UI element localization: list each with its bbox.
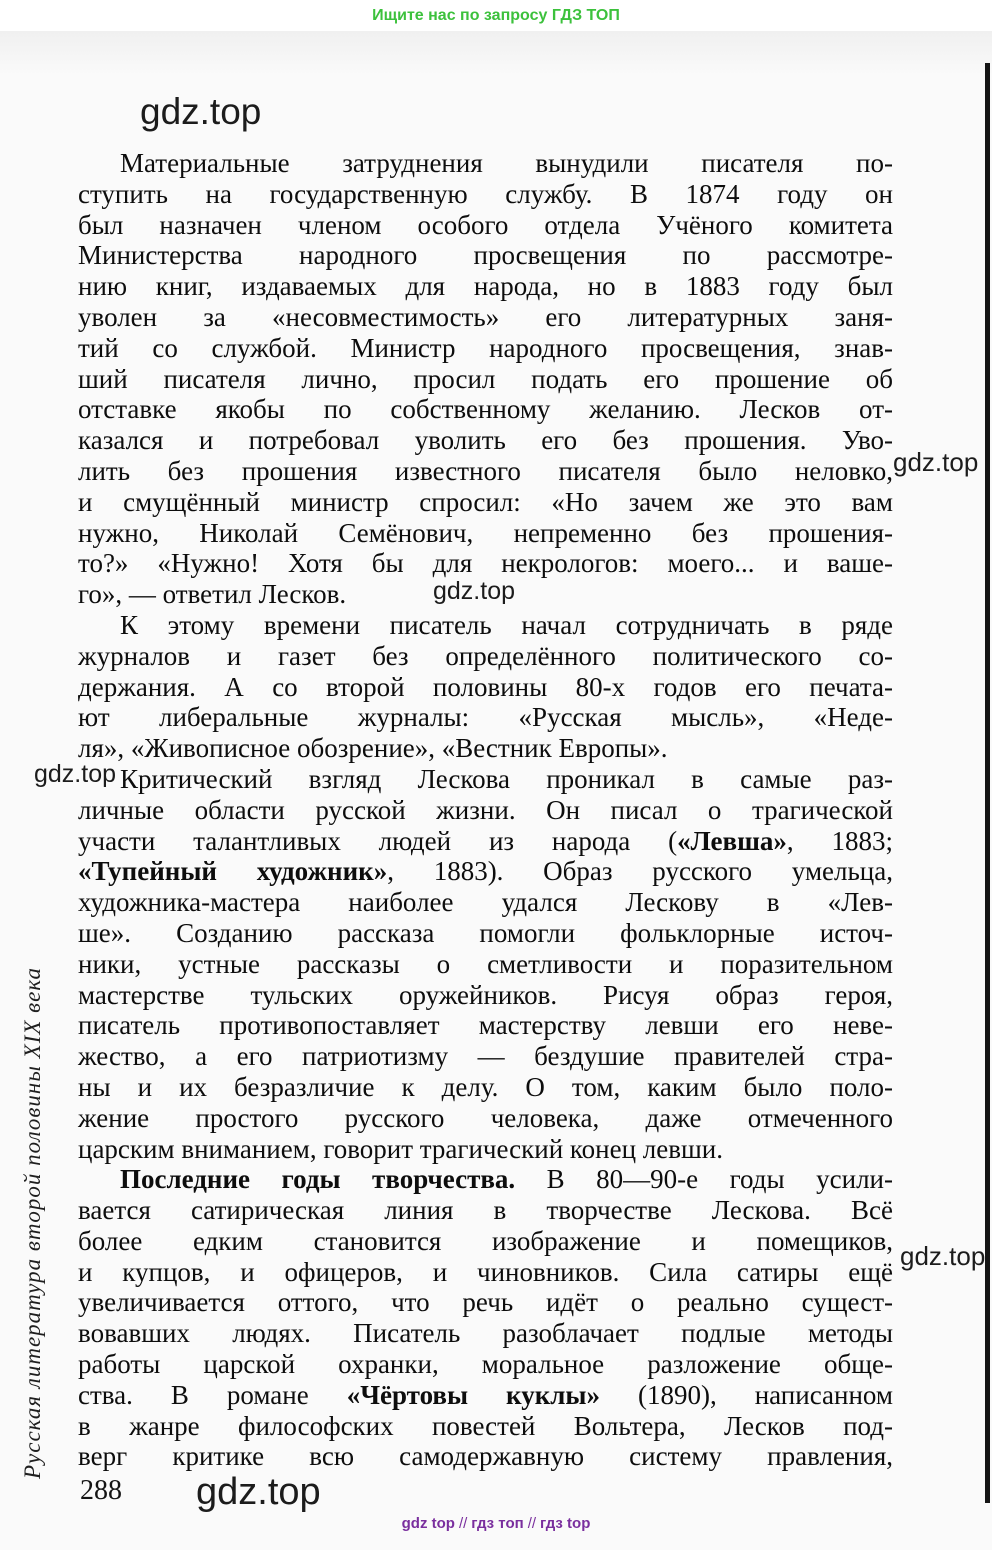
text-segment: личные области русской жизни. Он писал о трагической (78, 794, 893, 825)
scanned-book-page (0, 31, 992, 1550)
text-line (78, 1134, 893, 1165)
watermark-top: gdz.top (140, 91, 262, 132)
text-line (78, 1287, 893, 1318)
text-line (78, 1318, 893, 1349)
text-line (78, 240, 893, 271)
text-segment: и купцов, и офицеров, и чиновников. Сила сатиры ещё (78, 1256, 893, 1287)
promo-banner-text: Ищите нас по запросу ГДЗ ТОП (372, 6, 620, 24)
text-segment: ют либеральные журналы: «Русская мысль», «Неде- (78, 702, 893, 733)
text-line (78, 456, 893, 487)
body-text (78, 148, 893, 1472)
text-line (78, 302, 893, 333)
text-segment: лить без прошения известного писателя было неловко, (78, 455, 893, 486)
text-line (78, 1257, 893, 1288)
text-segment: вовавших людях. Писатель разоблачает подлые методы (78, 1318, 893, 1349)
text-segment: жение простого русского человека, даже отмеченного (78, 1102, 893, 1133)
text-line (78, 764, 893, 795)
text-segment: более едким становится изображение и помещиков, (78, 1225, 893, 1256)
text-segment: тий со службой. Министр народного просвещения, знав- (78, 332, 893, 363)
text-line (78, 795, 893, 826)
footer-link[interactable]: гдз top (540, 1515, 591, 1532)
page-number: 288 (80, 1475, 122, 1506)
text-segment: ны и их безразличие к делу. О том, каким было поло- (78, 1071, 893, 1102)
watermark-mid: gdz.top (433, 577, 516, 605)
text-line (78, 918, 893, 949)
text-line (78, 980, 893, 1011)
text-line (78, 733, 893, 764)
link-separator: // (527, 1515, 537, 1532)
text-segment: в жанре философских повестей Вольтера, Лесков под- (78, 1410, 893, 1441)
text-segment: увеличивается оттого, что речь идёт о реально сущест- (78, 1287, 893, 1318)
text-segment-bold: Последние годы творчества. (120, 1164, 516, 1195)
watermark-bottom: gdz.top (196, 1471, 321, 1513)
link-separator: // (458, 1515, 468, 1532)
watermark-left: gdz.top (34, 760, 117, 788)
text-line (78, 1010, 893, 1041)
text-segment: художника-мастера наиболее удался Лескову в «Лев- (78, 887, 893, 918)
text-line (78, 1349, 893, 1380)
text-segment: Материальные затруднения вынудили писателя по- (120, 148, 893, 178)
text-line (78, 856, 893, 887)
text-line (78, 364, 893, 395)
text-segment: писатель противопоставляет мастерству левши его неве- (78, 1010, 893, 1041)
text-segment: царским вниманием, говорит трагический конец левши. (78, 1133, 723, 1164)
text-line (78, 1226, 893, 1257)
footer-link[interactable]: gdz top (401, 1515, 455, 1532)
text-segment: нию книг, издаваемых для народа, но в 1883 году был (78, 271, 893, 302)
text-line (78, 702, 893, 733)
text-segment: то?» «Нужно! Хотя бы для некрологов: моего... и ваше- (78, 548, 893, 579)
text-segment: , 1883; (786, 825, 893, 856)
promo-banner (0, 0, 992, 31)
text-segment: , 1883). Образ русского умельца, (387, 856, 893, 887)
text-line (78, 887, 893, 918)
text-line (78, 210, 893, 241)
text-line (78, 1164, 893, 1195)
text-line (78, 641, 893, 672)
text-segment: ше». Созданию рассказа помогли фольклорные источ- (78, 917, 893, 948)
watermark-right-1: gdz.top (893, 447, 979, 477)
text-segment: журналов и газет без определённого политического со- (78, 640, 893, 671)
text-segment: К этому времени писатель начал сотрудничать в ряде (120, 609, 893, 640)
text-line (78, 826, 893, 857)
text-segment: и смущённый министр спросил: «Но зачем же это вам (78, 486, 893, 517)
text-segment-bold: «Чёртовы куклы» (346, 1379, 601, 1410)
bottom-links (0, 1515, 992, 1532)
text-segment: мастерстве тульских оружейников. Рисуя образ героя, (78, 979, 893, 1010)
text-segment: был назначен членом особого отдела Учёного комитета (78, 209, 893, 240)
text-segment: го», — ответил Лесков. (78, 579, 347, 610)
text-line (78, 1380, 893, 1411)
text-segment: ступить на государственную службу. В 1874 году он (78, 178, 893, 209)
text-line (78, 548, 893, 579)
text-line (78, 148, 893, 179)
text-segment: ства. В романе (78, 1379, 347, 1410)
text-line (78, 271, 893, 302)
text-line (78, 579, 893, 610)
text-line (78, 1041, 893, 1072)
text-segment: участи талантливых людей из народа ( (78, 825, 678, 856)
text-segment: отставке якобы по собственному желанию. Лесков от- (78, 394, 893, 425)
text-segment: Министерства народного просвещения по рассмотре- (78, 240, 893, 271)
text-segment: вается сатирическая линия в творчестве Лескова. Всё (78, 1195, 893, 1226)
text-line (78, 394, 893, 425)
text-line (78, 610, 893, 641)
text-segment: Критический взгляд Лескова проникал в самые раз- (120, 763, 893, 794)
text-line (78, 425, 893, 456)
text-line (78, 1195, 893, 1226)
text-line (78, 1103, 893, 1134)
text-line (78, 1411, 893, 1442)
text-segment: держания. А со второй половины 80-х годов его печата- (78, 671, 893, 702)
text-segment-bold: «Левша» (677, 825, 787, 856)
text-segment: верг критике всю самодержавную систему правления, (78, 1441, 893, 1472)
text-line (78, 1441, 893, 1472)
text-line (78, 487, 893, 518)
text-segment: жество, а его патриотизму — бездушие правителей стра- (78, 1041, 893, 1072)
text-segment-bold: «Тупейный художник» (78, 856, 388, 887)
text-line (78, 1072, 893, 1103)
text-segment: казался и потребовал уволить его без прошения. Уво- (78, 425, 893, 456)
text-segment: ники, устные рассказы о сметливости и поразительном (78, 948, 893, 979)
text-segment: работы царской охранки, моральное разложение обще- (78, 1349, 893, 1380)
text-segment: ший писателя лично, просил подать его прошение об (78, 363, 893, 394)
text-line (78, 672, 893, 703)
text-line (78, 518, 893, 549)
sidebar-vertical-caption: Русская литература второй половины XIX века (20, 966, 45, 1479)
text-segment: В 80—90-е годы усили- (515, 1164, 893, 1195)
text-line (78, 949, 893, 980)
text-line (78, 179, 893, 210)
text-line (78, 333, 893, 364)
text-segment: (1890), написанном (600, 1379, 893, 1410)
page-scan-right-edge (985, 63, 990, 1503)
footer-link[interactable]: гдз топ (471, 1515, 524, 1532)
text-segment: ля», «Живописное обозрение», «Вестник Европы». (78, 733, 668, 764)
watermark-right-2: gdz.top (900, 1241, 986, 1271)
text-segment: уволен за «несовместимость» его литературных заня- (78, 301, 893, 332)
text-segment: нужно, Николай Семёнович, непременно без прошения- (78, 517, 893, 548)
